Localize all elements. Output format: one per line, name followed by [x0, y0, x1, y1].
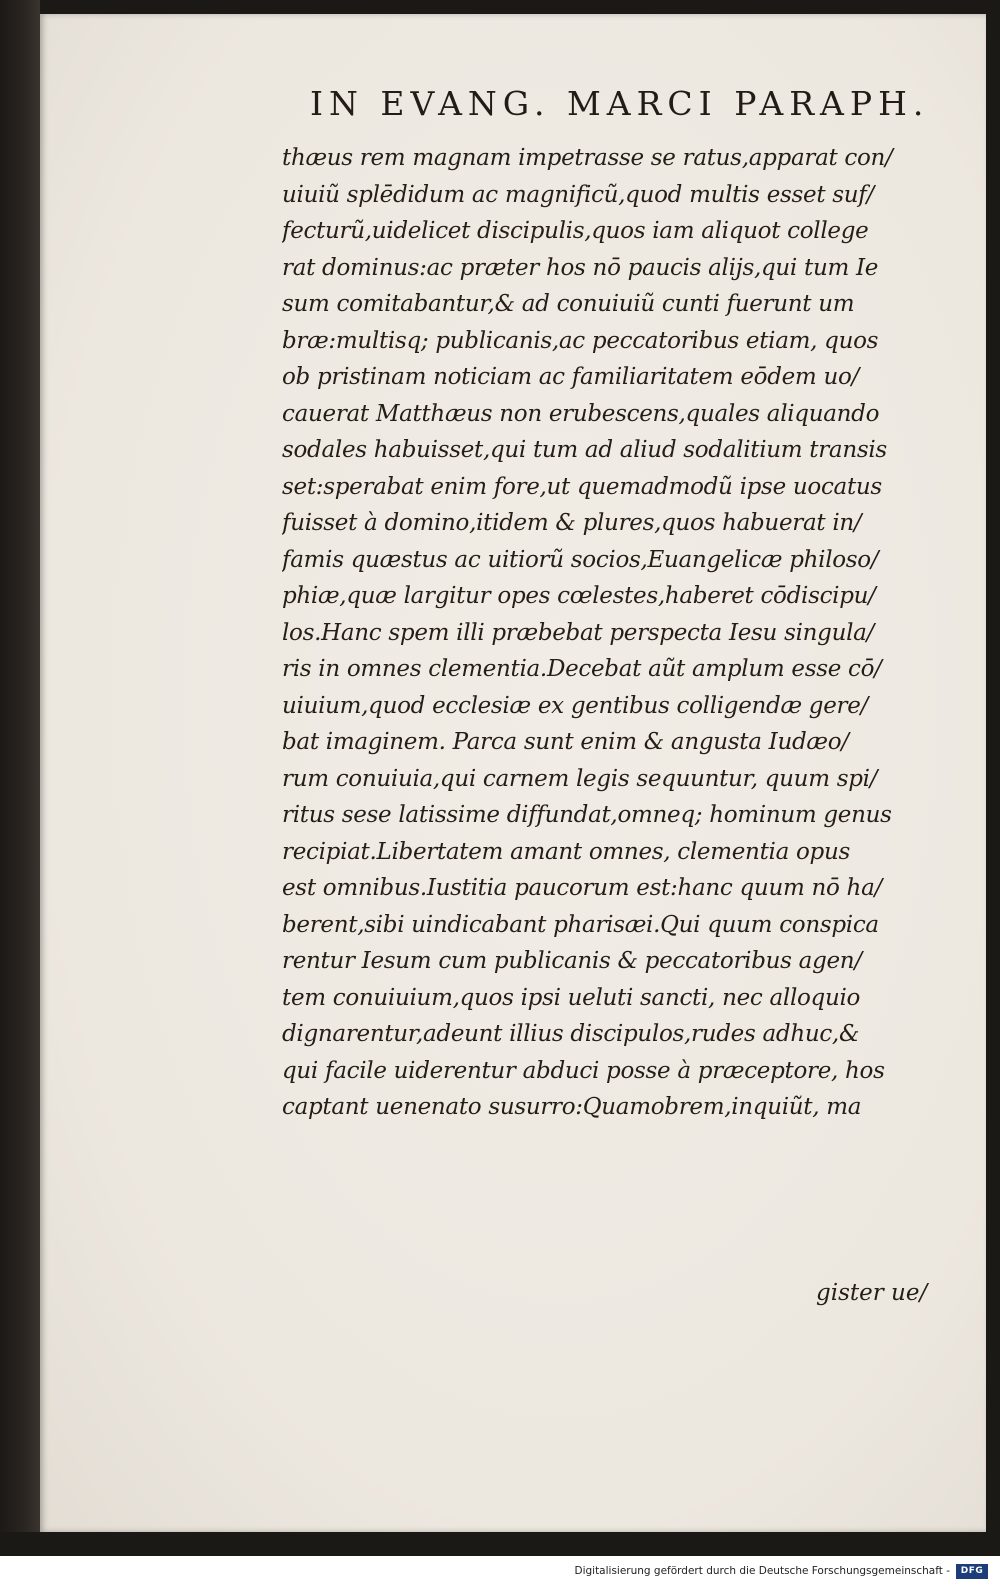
scan-border-top	[0, 0, 1000, 14]
text-line: rentur Iesum cum publicanis & peccatoribus agen/	[282, 948, 862, 974]
text-line: fecturũ,uidelicet discipulis,quos iam aliquot college	[282, 218, 869, 244]
scan-border-right	[986, 0, 1000, 1556]
text-line: sodales habuisset,qui tum ad aliud sodalitium transis	[282, 437, 887, 463]
text-line: dignarentur,adeunt illius discipulos,rudes adhuc,&	[282, 1021, 860, 1047]
text-line: berent,sibi uindicabant pharisæi.Qui quum conspica	[282, 911, 879, 938]
text-line: captant uenenato susurro:Quamobrem,inquiũt, ma	[282, 1094, 862, 1120]
text-line: uiuiũ splēdidum ac magnificũ,quod multis esset suf/	[282, 181, 874, 208]
text-line: cauerat Matthæus non erubescens,quales aliquando	[282, 400, 880, 427]
body-text	[282, 140, 947, 1126]
text-line: ris in omnes clementia.Decebat aũt amplum esse cō/	[282, 656, 882, 682]
funding-credit: Digitalisierung gefördert durch die Deutsche Forschungsgemeinschaft -	[574, 1565, 950, 1577]
text-line: uiuium,quod ecclesiæ ex gentibus colligendæ gere/	[282, 692, 868, 719]
footer-bar	[0, 1556, 1000, 1588]
scan-border-bottom	[0, 1532, 1000, 1556]
dfg-logo-icon: DFG	[956, 1564, 988, 1579]
text-line: bræ:multisq; publicanis,ac peccatoribus etiam, quos	[282, 327, 879, 354]
text-line: thæus rem magnam impetrasse se ratus,apparat con/	[282, 145, 893, 171]
scan-border-left	[0, 0, 40, 1556]
text-line: est omnibus.Iustitia paucorum est:hanc quum nō ha/	[282, 875, 882, 901]
text-line: qui facile uiderentur abduci posse à præceptore, hos	[282, 1057, 885, 1084]
text-line: sum comitabantur,& ad conuiuiũ cunti fuerunt um	[282, 291, 855, 317]
text-line: ob pristinam noticiam ac familiaritatem eōdem uo/	[282, 364, 859, 390]
text-line: set:sperabat enim fore,ut quemadmodũ ipse uocatus	[282, 473, 882, 500]
text-line: rat dominus:ac præter hos nō paucis alijs,qui tum Ie	[282, 254, 879, 281]
text-line: phiæ,quæ largitur opes cœlestes,haberet cōdiscipu/	[282, 583, 876, 609]
running-headline: IN EVANG. MARCI PARAPH.	[310, 84, 930, 123]
text-line: rum conuiuia,qui carnem legis sequuntur, quum spi/	[282, 765, 878, 792]
text-line: los.Hanc spem illi præbebat perspecta Iesu singula/	[282, 619, 875, 646]
text-line: tem conuiuium,quos ipsi ueluti sancti, nec alloquio	[282, 984, 861, 1011]
catchword: gister ue/	[816, 1280, 928, 1306]
text-line: recipiat.Libertatem amant omnes, clementia opus	[282, 838, 850, 865]
text-line: fuisset à domino,itidem & plures,quos habuerat in/	[282, 510, 862, 536]
text-line: bat imaginem. Parca sunt enim & angusta Iudæo/	[282, 729, 849, 755]
text-line: famis quæstus ac uitiorũ socios,Euangelicæ philoso/	[282, 546, 879, 573]
text-line: ritus sese latissime diffundat,omneq; hominum genus	[282, 802, 892, 828]
